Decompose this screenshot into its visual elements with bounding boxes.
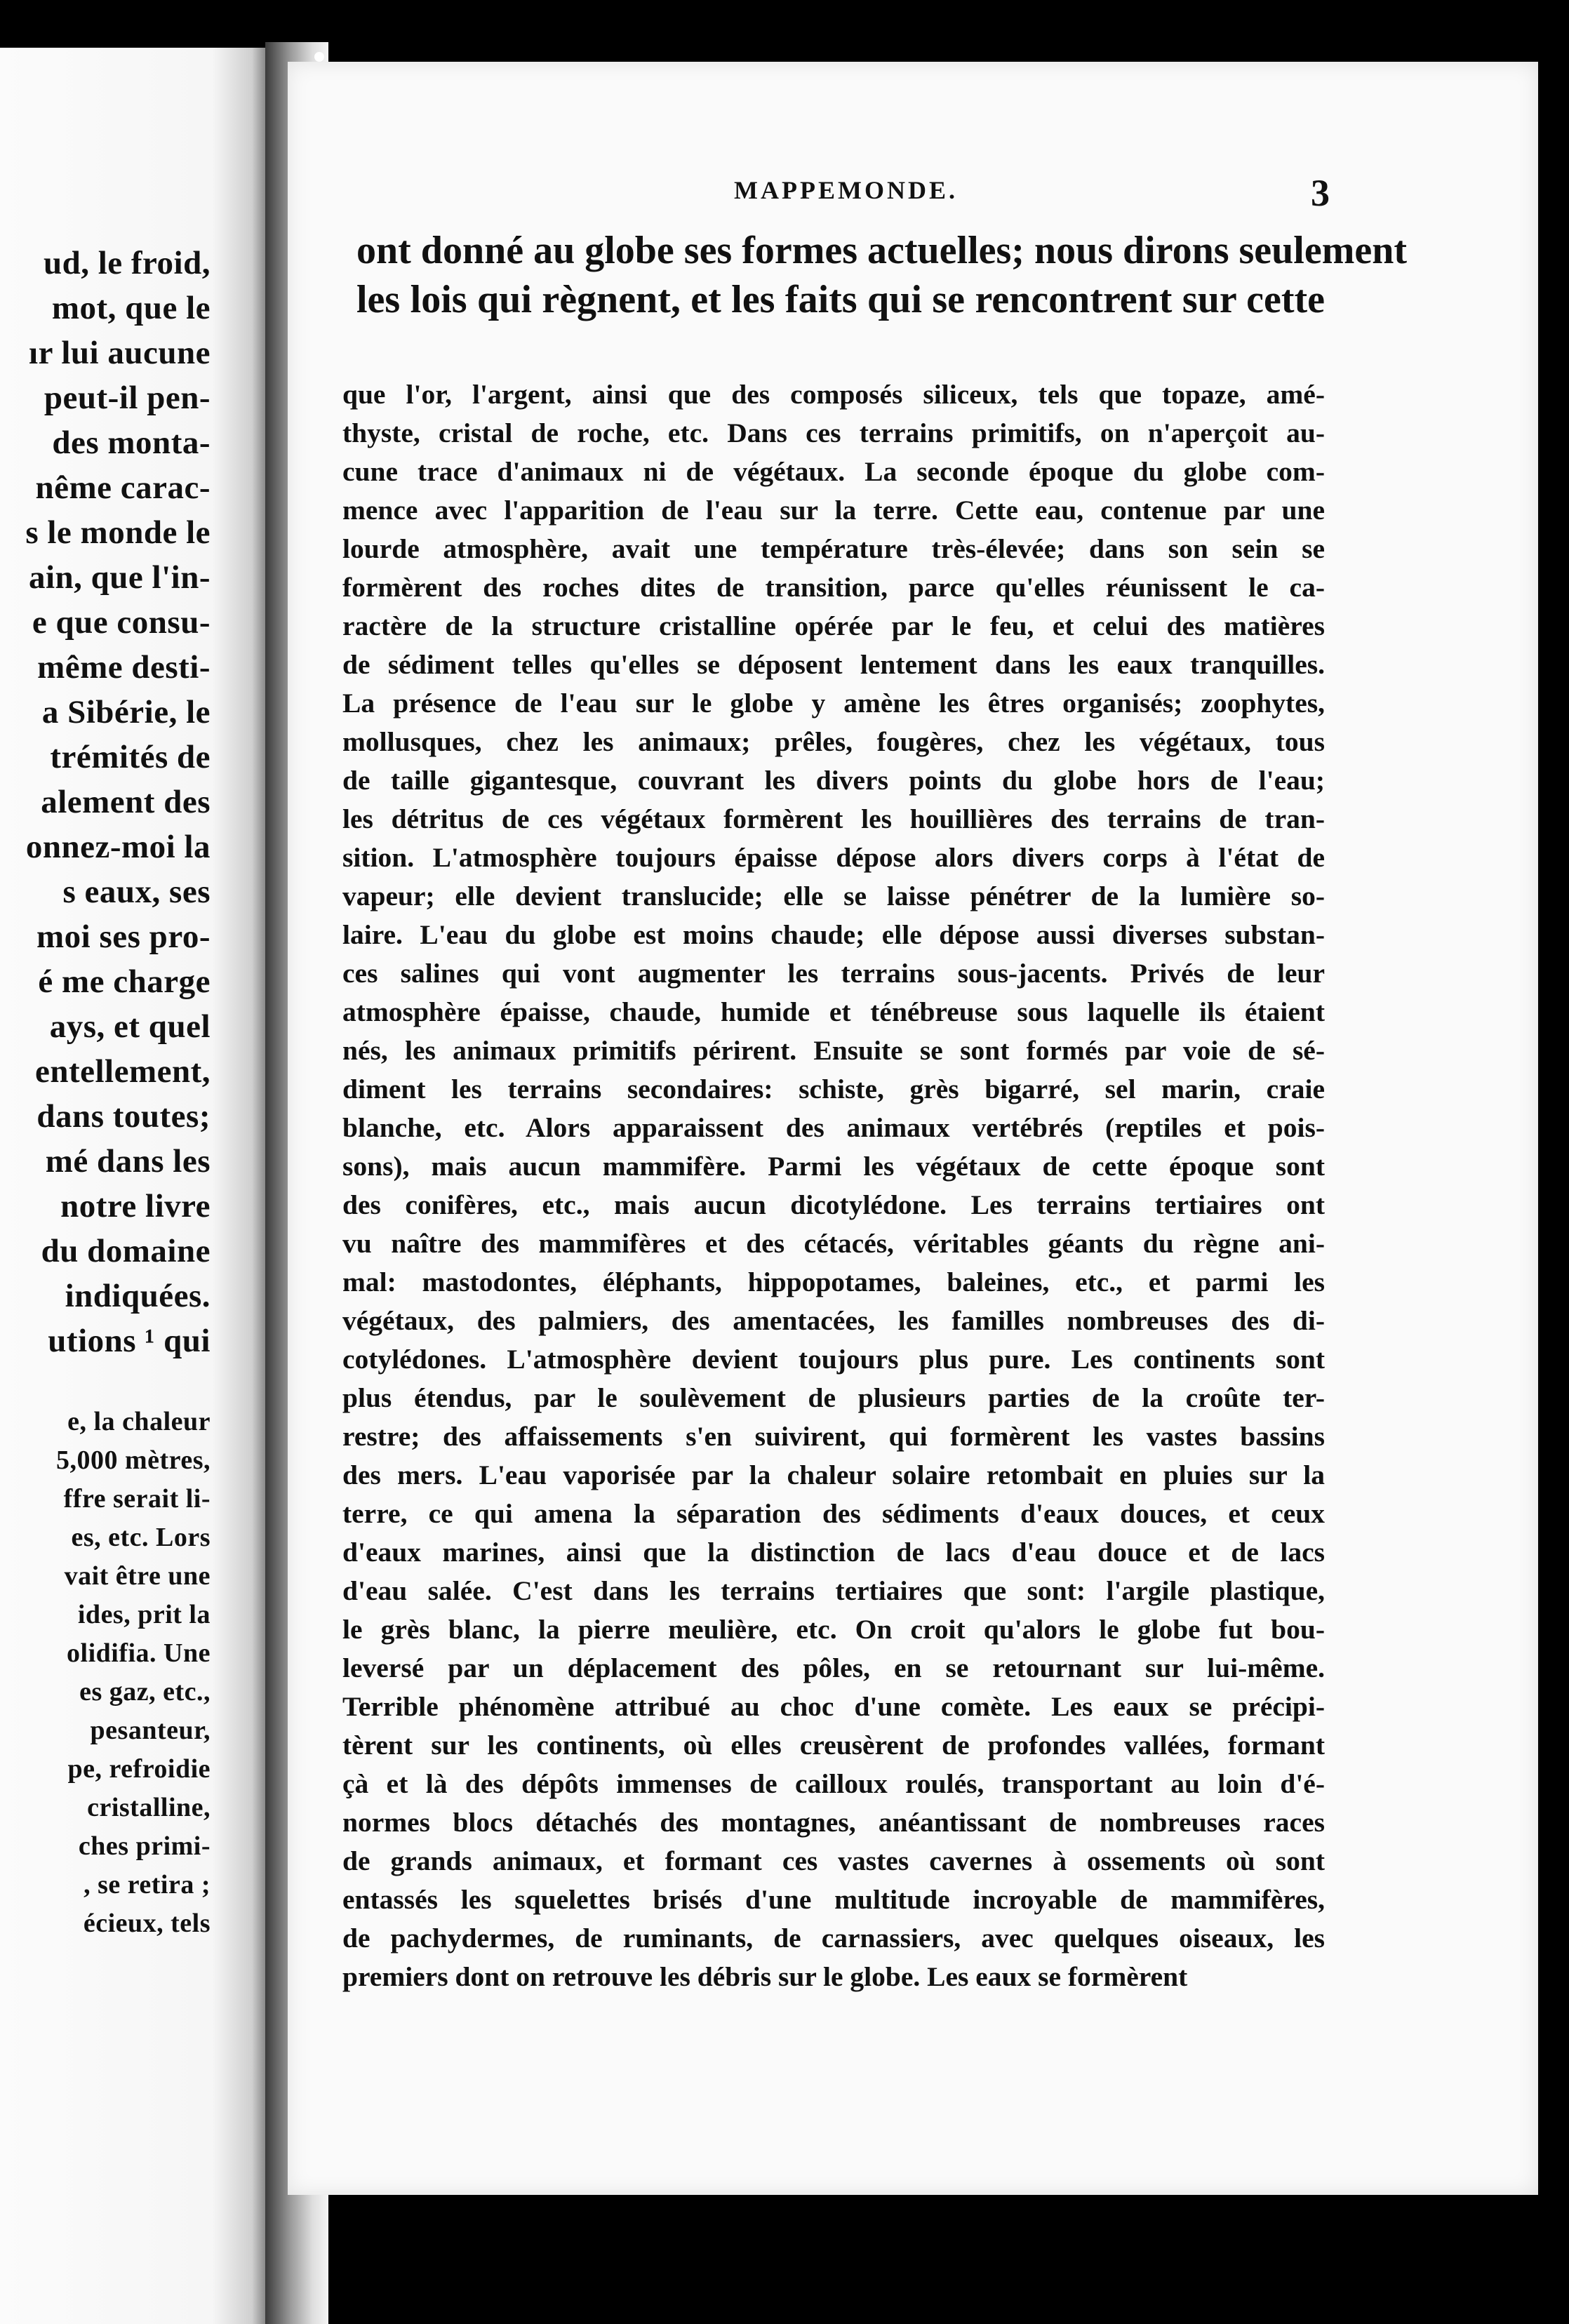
left-page-line: utions ¹ qui [48, 1323, 211, 1359]
body-line: mal: mastodontes, éléphants, hippopotames, baleines, etc., et parmi les [342, 1267, 1325, 1297]
body-line: mollusques, chez les animaux; prêles, fougères, chez les végétaux, tous [342, 726, 1325, 757]
body-line: laire. L'eau du globe est moins chaude; elle dépose aussi diverses substan- [342, 919, 1325, 950]
left-page-line: entellement, [34, 1053, 211, 1090]
body-line: que l'or, l'argent, ainsi que des composés siliceux, tels que topaze, amé- [342, 379, 1325, 410]
body-line: çà et là des dépôts immenses de cailloux roulés, transportant au loin d'é- [342, 1768, 1325, 1799]
body-line: de sédiment telles qu'elles se déposent lentement dans les eaux tranquilles. [342, 649, 1325, 680]
intro-line: ont donné au globe ses formes actuelles; nous dirons seulement [356, 229, 1408, 272]
left-page-line-small: es gaz, etc., [79, 1677, 211, 1707]
left-page-line: ain, que l'in- [28, 559, 211, 596]
left-page-line: alement des [41, 784, 211, 820]
left-page-line: même desti- [37, 649, 211, 686]
body-line: végétaux, des palmiers, des amentacées, les familles nombreuses des di- [342, 1305, 1325, 1336]
left-page-line: s le monde le [25, 514, 211, 551]
body-line: Terrible phénomène attribué au choc d'une comète. Les eaux se précipi- [342, 1691, 1325, 1722]
body-line: les détritus de ces végétaux formèrent les houillières des terrains de tran- [342, 803, 1325, 834]
body-line: mence avec l'apparition de l'eau sur la terre. Cette eau, contenue par une [342, 495, 1325, 526]
body-line: premiers dont on retrouve les débris sur le globe. Les eaux se formèrent [342, 1961, 1188, 1992]
left-page-line-small: ides, prit la [77, 1600, 211, 1629]
left-page-line-small: écieux, tels [83, 1909, 211, 1938]
body-line: cune trace d'animaux ni de végétaux. La seconde époque du globe com- [342, 456, 1325, 487]
left-page-line: notre livre [60, 1188, 211, 1224]
left-page-line: mé dans les [45, 1143, 211, 1180]
left-page-line: nême carac- [35, 469, 211, 506]
page-number: 3 [1311, 172, 1330, 214]
body-line: sons), mais aucun mammifère. Parmi les végétaux de cette époque sont [342, 1151, 1325, 1182]
running-head: MAPPEMONDE. [734, 176, 958, 204]
left-page-line-small: cristalline, [87, 1793, 211, 1822]
body-line: de pachydermes, de ruminants, de carnassiers, avec quelques oiseaux, les [342, 1923, 1325, 1954]
body-line: lourde atmosphère, avait une température très-élevée; dans son sein se [342, 533, 1325, 564]
left-page-line-small: 5,000 mètres, [55, 1445, 211, 1475]
left-page-line: ays, et quel [49, 1008, 211, 1045]
body-line: vu naître des mammifères et des cétacés, véritables géants du règne ani- [342, 1228, 1325, 1259]
body-line: vapeur; elle devient translucide; elle se laisse pénétrer de la lumière so- [342, 881, 1325, 911]
left-page-line-small: ches primi- [78, 1831, 211, 1861]
body-line: ces salines qui vont augmenter les terrains sous-jacents. Privés de leur [342, 958, 1325, 989]
body-line: des conifères, etc., mais aucun dicotylédone. Les terrains tertiaires ont [342, 1189, 1325, 1220]
footnote-body-text [342, 375, 1325, 1996]
left-page-line: s eaux, ses [62, 874, 211, 910]
intro-line: les lois qui règnent, et les faits qui se rencontrent sur cette [356, 278, 1325, 321]
body-line: d'eau salée. C'est dans les terrains tertiaires que sont: l'argile plastique, [342, 1575, 1325, 1606]
left-page-line-small: , se retira ; [84, 1870, 211, 1899]
body-line: terre, ce qui amena la séparation des sédiments d'eaux douces, et ceux [342, 1498, 1325, 1529]
body-line: le grès blanc, la pierre meulière, etc. On croit qu'alors le globe fut bou- [342, 1614, 1325, 1645]
left-page-line-small: e, la chaleur [67, 1407, 211, 1436]
left-page-line: ud, le froid, [43, 245, 211, 281]
body-line: plus étendus, par le soulèvement de plusieurs parties de la croûte ter- [342, 1382, 1325, 1413]
body-line: nés, les animaux primitifs périrent. Ensuite se sont formés par voie de sé- [342, 1035, 1325, 1066]
left-page-line: ır lui aucune [29, 335, 211, 371]
left-page-line: des monta- [52, 425, 211, 461]
body-line: normes blocs détachés des montagnes, anéantissant de nombreuses races [342, 1807, 1325, 1838]
left-page-line: peut-il pen- [44, 380, 211, 416]
intro-paragraph [356, 226, 1408, 324]
left-page-line: mot, que le [51, 290, 211, 326]
body-line: leversé par un déplacement des pôles, en se retournant sur lui-même. [342, 1652, 1325, 1683]
body-line: atmosphère épaisse, chaude, humide et ténébreuse sous laquelle ils étaient [342, 996, 1325, 1027]
left-page-line-small: ffre serait li- [63, 1484, 211, 1514]
left-page-line: dans toutes; [36, 1098, 211, 1135]
body-line: d'eaux marines, ainsi que la distinction de lacs d'eau douce et de lacs [342, 1537, 1325, 1568]
body-line: blanche, etc. Alors apparaissent des animaux vertébrés (reptiles et pois- [342, 1112, 1325, 1143]
body-line: de grands animaux, et formant ces vastes cavernes à ossements où sont [342, 1845, 1325, 1876]
left-page-line: moi ses pro- [36, 919, 211, 955]
scan-mark [314, 52, 324, 62]
left-page-line: a Sibérie, le [41, 694, 211, 730]
left-page-fragment [0, 48, 265, 2324]
left-page-line: indiquées. [65, 1278, 211, 1314]
body-line: entassés les squelettes brisés d'une multitude incroyable de mammifères, [342, 1884, 1325, 1915]
body-line: restre; des affaissements s'en suivirent, qui formèrent les vastes bassins [342, 1421, 1325, 1452]
left-page-line: du domaine [41, 1233, 211, 1269]
body-line: thyste, cristal de roche, etc. Dans ces terrains primitifs, on n'aperçoit au- [342, 418, 1325, 448]
body-line: de taille gigantesque, couvrant les divers points du globe hors de l'eau; [342, 765, 1325, 796]
body-line: cotylédones. L'atmosphère devient toujours plus pure. Les continents sont [342, 1344, 1325, 1375]
left-page-line: onnez-moi la [25, 829, 211, 865]
left-page-line: trémités de [50, 739, 211, 775]
body-line: formèrent des roches dites de transition, parce qu'elles réunissent le ca- [342, 572, 1325, 603]
body-line: ractère de la structure cristalline opérée par le feu, et celui des matières [342, 610, 1325, 641]
body-line: tèrent sur les continents, où elles creusèrent de profondes vallées, formant [342, 1730, 1325, 1761]
left-page-line: e que consu- [32, 604, 211, 641]
body-line: sition. L'atmosphère toujours épaisse dépose alors divers corps à l'état de [342, 842, 1325, 873]
body-line: diment les terrains secondaires: schiste, grès bigarré, sel marin, craie [342, 1074, 1325, 1104]
left-page-line-small: es, etc. Lors [71, 1523, 211, 1552]
left-page-line-small: vait être une [64, 1561, 211, 1591]
left-page-line-small: olidifia. Une [67, 1638, 211, 1668]
body-line: des mers. L'eau vaporisée par la chaleur solaire retombait en pluies sur la [342, 1460, 1325, 1490]
left-page-line-small: pesanteur, [90, 1716, 211, 1745]
left-page-line: é me charge [38, 963, 211, 1000]
body-line: La présence de l'eau sur le globe y amène les êtres organisés; zoophytes, [342, 688, 1325, 719]
left-page-line-small: pe, refroidie [67, 1754, 211, 1784]
